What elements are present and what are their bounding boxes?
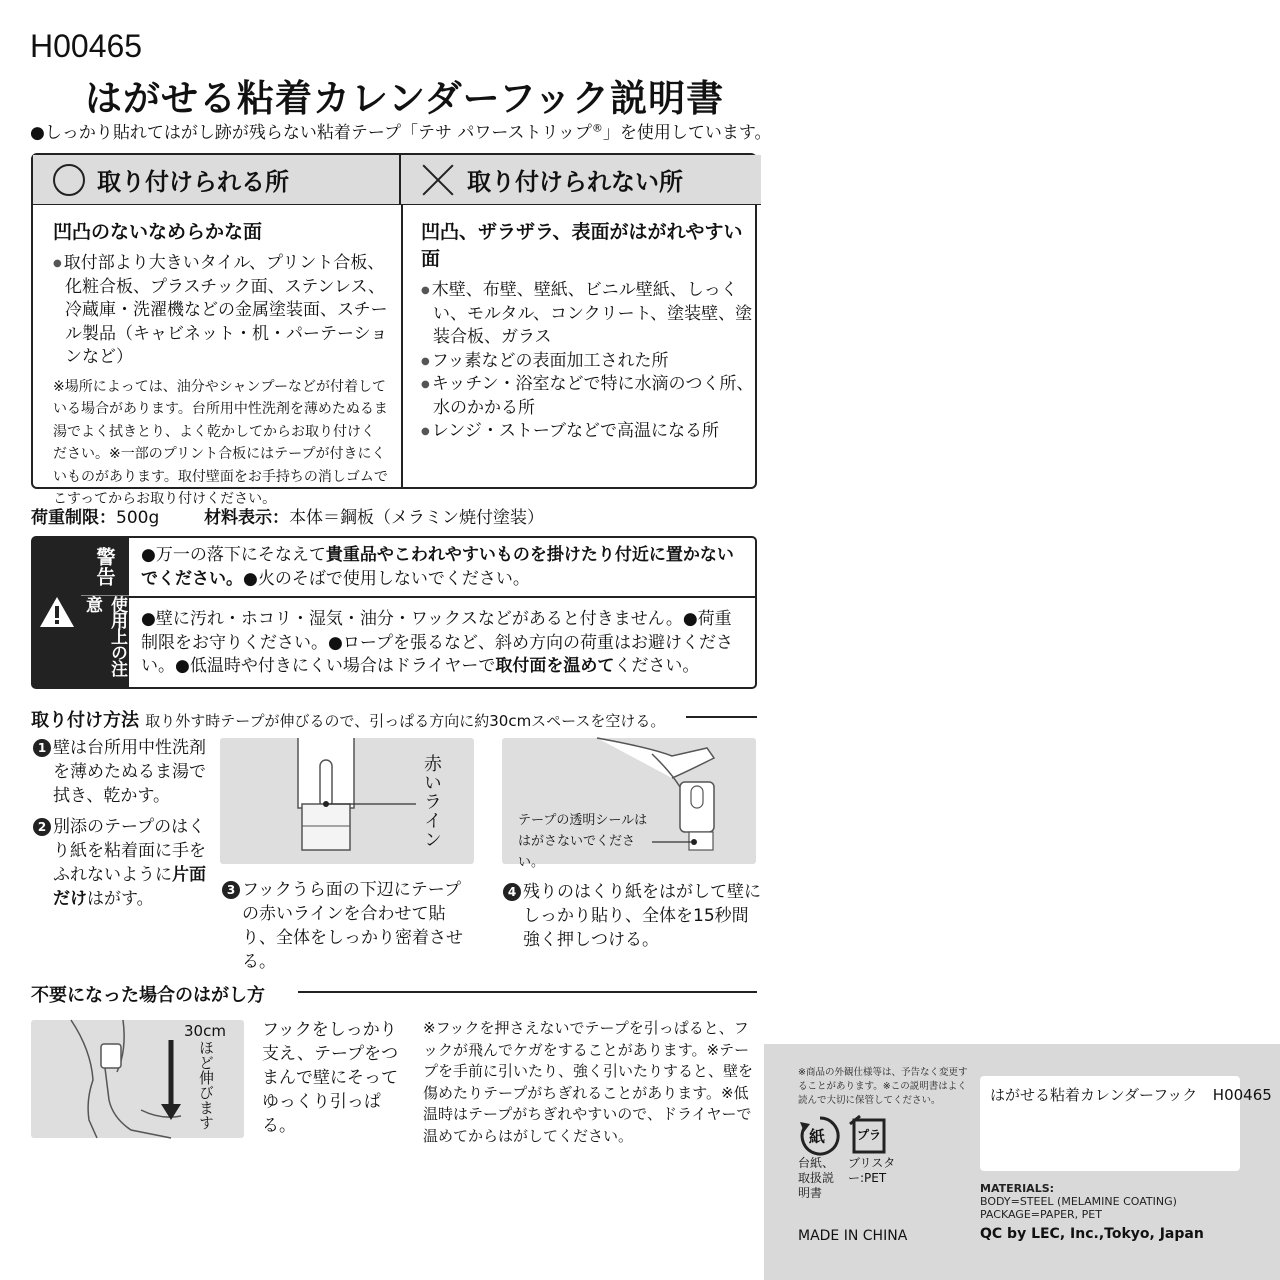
seal-note: テープの透明シールははがさないでください。 xyxy=(518,813,648,870)
step-1: 1 壁は台所用中性洗剤を薄めたぬるま湯で拭き、乾かす。 xyxy=(33,736,213,808)
package-label xyxy=(764,1044,1280,1280)
warning-label: 警告 xyxy=(81,538,129,596)
cannot-header: 取り付けられない所 xyxy=(401,155,761,205)
list-item: ● キッチン・浴室などで特に水滴のつく所、水のかかる所 xyxy=(421,373,756,420)
materials-title: MATERIALS: xyxy=(980,1182,1055,1195)
made-in: MADE IN CHINA xyxy=(798,1228,908,1244)
notice-text: ※商品の外観仕様等は、予告なく変更することがあります。※この説明書はよく読んで大切に保管してください。 xyxy=(798,1067,968,1106)
step-4-illustration xyxy=(502,738,756,870)
cannot-subtitle: 凹凸、ザラザラ、表面がはがれやすい面 xyxy=(421,221,743,270)
step-4: 4 残りのはくり紙をはがして壁にしっかり貼り、全体を15秒間強く押しつける。 xyxy=(503,880,761,952)
product-name-card xyxy=(980,1076,1272,1171)
page-title: はがせる粘着カレンダーフック説明書 xyxy=(85,77,725,120)
plastic-mark: プラ xyxy=(857,1128,882,1142)
removal-instruction: フックをしっかり支え、テープをつまんで壁にそってゆっくり引っぱる。 xyxy=(262,1020,399,1136)
red-line-label: 赤いライン xyxy=(421,754,442,849)
list-item: ● フッ素などの表面加工された所 xyxy=(421,350,756,374)
stretch-text: ほど伸びます xyxy=(197,1040,215,1130)
can-subtitle: 凹凸のないなめらかな面 xyxy=(53,221,263,243)
stretch-length: 30cm xyxy=(184,1022,226,1040)
product-name: はがせる粘着カレンダーフック xyxy=(990,1086,1198,1104)
materials-body: BODY=STEEL (MELAMINE COATING) xyxy=(980,1195,1177,1208)
attach-section-title: 取り付け方法 取り外す時テープが伸びるので、引っぱる方向に約30cmスペースを空ける。 xyxy=(31,710,666,731)
warning-text: ●万一の落下にそなえて貴重品やこわれやすいものを掛けたり付近に置かないでください。●火のそばで使用しないでください。 xyxy=(141,545,734,589)
paper-items: 台紙、取扱説明書 xyxy=(798,1156,835,1200)
step-3: 3 フックうら面の下辺にテープの赤いラインを合わせて貼り、全体をしっかり密着させる。 xyxy=(222,878,472,974)
intro-text: ●しっかり貼れてはがし跡が残らない粘着テープ「テサ パワーストリップ®」を使用しています。 xyxy=(30,121,772,143)
materials-package: PACKAGE=PAPER, PET xyxy=(980,1208,1102,1221)
caution-text: ●壁に汚れ・ホコリ・湿気・油分・ワックスなどがあると付きません。●荷重制限をお守りください。●ロープを張るなど、斜め方向の荷重はお避けください。●低温時や付きにくい場合はドライヤーで取付面を温めてください。 xyxy=(141,609,733,676)
removal-note: ※フックを押さえないでテープを引っぱると、フックが飛んでケガをすることがあります。※テープを手前に引いたり、強く引いたりすると、壁を傷めたりテープがちぎれることがあります。※低温時はテープがちぎれやすいので、ドライヤーで温めてからはがしてください。 xyxy=(423,1019,754,1145)
list-item: ● 取付部より大きいタイル、プリント合板、化粧合板、プラスチック面、ステンレス、冷蔵庫・洗濯機などの金属塗装面、スチール製品（キャビネット・机・パーテーションなど） xyxy=(53,252,388,370)
warning-box xyxy=(31,536,757,689)
cannot-column xyxy=(421,217,756,444)
spec-line: 荷重制限：500g 材料表示：本体＝鋼板（メラミン焼付塗装） xyxy=(31,508,545,528)
mounting-surface-table xyxy=(31,153,757,507)
caution-label: 使用上の注意 xyxy=(82,596,127,676)
company-name: QC by LEC, Inc.,Tokyo, Japan xyxy=(980,1226,1204,1242)
step-3-illustration xyxy=(220,738,474,864)
removal-section-title: 不要になった場合のはがし方 xyxy=(31,985,265,1006)
list-item: ● 木壁、布壁、壁紙、ビニル壁紙、しっくい、モルタル、コンクリート、塗装壁、塗装合板、ガラス xyxy=(421,279,756,350)
removal-illustration xyxy=(31,1020,244,1138)
plastic-items: ブリスター:PET xyxy=(848,1156,896,1185)
circle-ok-icon xyxy=(53,164,85,196)
can-header: 取り付けられる所 xyxy=(33,155,401,205)
can-note: ※場所によっては、油分やシャンプーなどが付着している場合があります。台所用中性洗剤を薄めたぬるま湯でよく拭きとり、よく乾かしてからお取り付けください。※一部のプリント合板にはテープが付きにくいものがあります。取付壁面をお手持ちの消しゴムでこすってからお取り付けください。 xyxy=(53,378,388,507)
step-2: 2 別添のテープのはくり紙を粘着面に手をふれないように片面だけはがす。 xyxy=(33,815,213,911)
can-column xyxy=(53,217,388,511)
warning-icon xyxy=(39,596,75,628)
product-code-label: H00465 xyxy=(1212,1086,1272,1104)
paper-mark: 紙 xyxy=(809,1127,826,1146)
product-code: H00465 xyxy=(30,28,143,64)
cross-ng-icon xyxy=(421,163,455,197)
list-item: ● レンジ・ストーブなどで高温になる所 xyxy=(421,420,756,444)
